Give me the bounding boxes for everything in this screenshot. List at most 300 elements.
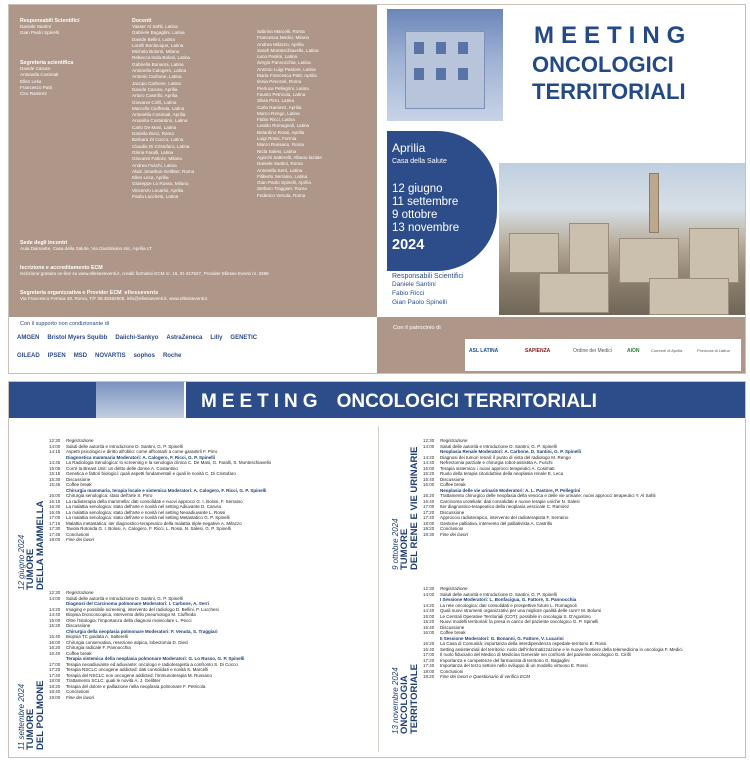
segorg-text: Via Francesco Ferrara 40, Roma, T/F 06.36382906, info@ellesseventi.it, www.ellesseventi.it	[20, 296, 208, 301]
docente-name: Lorelli Bonlacique, Latina	[132, 42, 184, 48]
schedule-time: 16:00	[49, 493, 61, 498]
schedule-text: Oltre l'Istologia: l'importanza della diagnosi molecolare L. Pecci	[66, 617, 192, 623]
city: Aprilia	[392, 141, 426, 155]
schedule-text: Coffee break	[66, 650, 92, 656]
town-photo	[499, 163, 746, 315]
schedule-text: Neoplasia delle vie urinarie Moderatori: A. L. Pastore, P. Pellegrini	[440, 487, 581, 493]
responsabili-name: Daniele Santini	[20, 24, 51, 29]
docente-name: Luca Paolini, Latina	[257, 54, 298, 60]
schedule-time: 18:20	[49, 683, 61, 689]
schedule-time: 16:20	[49, 645, 61, 650]
docente-name: Silvia Pirro, Latina	[257, 98, 295, 104]
docente-name: Antonella Calogero, Latina	[132, 68, 187, 74]
sponsor-logo: NOVARTIS	[95, 353, 126, 359]
day-2-date: 11 settembre 2024	[17, 683, 26, 750]
patrocinio-title: Con il patrocinio di	[393, 325, 441, 331]
title-meeting: MEETING	[534, 22, 693, 49]
schedule-time: 15:15	[49, 471, 61, 476]
docenti-list-1	[132, 24, 252, 200]
segreteria-label: Segreteria scientifica	[20, 60, 74, 66]
schedule-text: Importanza del terzo settore nello sviluppo di un modello virtuoso E. Rossi	[440, 663, 588, 668]
sapienza-logo: SAPIENZA	[525, 348, 551, 354]
iscrizione-text: Iscrizione gratuita on-line su www.ellesseeventi.it, crediti formativi ECM nr. 16, ID 417627, Provider Ellesse Eventi nr. 3386	[20, 271, 269, 276]
schedule-text: Setting assistenziali del territorio: ruolo dell'informatizzazione e le nuove frontiere della telemedicina in oncologia F. Medici	[440, 646, 683, 652]
docente-name: Sarah Monteschiavello, Latina	[257, 47, 319, 53]
sponsor-logos-row-2	[17, 353, 181, 359]
schedule-time: 18:20	[423, 674, 435, 679]
schedule-text: Importanza e competenze del farmacista di territorio G. Bagaglini	[440, 657, 570, 663]
docente-name: Sergio Pannocchia, Latina	[257, 60, 311, 66]
docente-name: Giovanni Cirilli, Latina	[132, 99, 177, 105]
patrocinio-bar	[377, 317, 746, 374]
schedule-time: 17:20	[423, 509, 435, 515]
schedule-text: Chirurgia conservativa, resezione atipica, lobectomia D. Dieci	[66, 639, 189, 645]
schedule-time: 19:00	[49, 694, 61, 700]
sede-text: Aula Diamante, Casa della Salute, Via Giustiniano snc, Aprilia LT	[20, 246, 152, 251]
schedule-time: 14:00	[49, 595, 61, 601]
schedule-text: Terapia del NSCLC non oncogene addicted: l'immunoterapia M. Russano	[66, 672, 212, 678]
responsabili-name: Gian Paolo Spinelli	[20, 30, 59, 36]
cover-responsabili	[392, 273, 502, 307]
schedule-day-4	[423, 586, 683, 680]
schedule-time: 16:30	[49, 504, 61, 509]
docente-name: Gloria Faralli, Latina	[132, 149, 174, 155]
schedule-time: 14:45	[49, 460, 61, 465]
date-3: 9 ottobre	[392, 209, 438, 221]
schedule-time: 15:20	[49, 623, 61, 628]
schedule-text: Chirurgia mammaria, terapia locale e sistemica Moderatori: A. Calogero, F. Ricci, G. P. Spinelli	[66, 487, 267, 493]
schedule-time: 17:20	[423, 657, 435, 663]
schedule-time: 17:00	[423, 504, 435, 509]
column-divider	[378, 426, 379, 752]
schedule-row	[49, 537, 271, 543]
schedule-time: 16:40	[423, 498, 435, 504]
iscrizione-block	[20, 265, 370, 277]
schedule-text: I Sessione Moderatori: L. Bonfacigua, G. Fattore, S. Pannocchia	[440, 597, 577, 602]
schedule-time: 14:40	[49, 612, 61, 617]
schedule-text: Diagnosi dei tumori renali: il punto di vista del radiologo M. Rengo	[440, 454, 571, 460]
sponsor-logo: IPSEN	[47, 353, 66, 359]
sponsor-logo: GILEAD	[17, 353, 40, 359]
schedule-time: 12:30	[49, 590, 61, 595]
docente-name: Marco Russano, Roma	[257, 142, 304, 148]
brochure-front	[8, 4, 746, 374]
docente-name: Giuseppe Lo Russo, Milano	[132, 181, 189, 187]
schedule-time: 18:00	[423, 520, 435, 526]
sponsor-logo: AstraZeneca	[166, 335, 203, 341]
day-1-label	[17, 501, 46, 590]
docente-name: Andrea Milazzo, Aprilia	[257, 41, 304, 47]
title-territoriali: TERRITORIALI	[532, 79, 686, 104]
schedule-time: 18:40	[49, 689, 61, 694]
date-2: 11 settembre	[392, 196, 459, 208]
cover-resp-name-2: Fabio Ricci	[392, 290, 425, 297]
day-4-title-2: TERRITORIALE	[409, 663, 420, 734]
schedule-text: Terapia neoadiuvante ed adiuvante: oncologo e radioterapista a confronto S. Di Cocco	[66, 661, 238, 667]
asl-logo: ASL LATINA	[469, 348, 499, 354]
cover-header	[377, 5, 746, 123]
segreteria-name: Antonella Cosimati	[20, 72, 59, 78]
docente-name: Belardino Rossi, Aprilia	[257, 129, 305, 135]
schedule-text: Saluti delle autorità e Introduzione D. Santini, G. P. Spinelli	[440, 443, 557, 449]
schedule-text: Trattamento SCLC: quali le novità A. J. Gelibter	[66, 678, 161, 683]
schedule-text: La malattia senologica: stato dell'arte e novità nel setting Metastatico G. P. Spinelli	[66, 515, 230, 520]
schedule-time: 14:20	[423, 602, 435, 608]
day-4-label	[391, 664, 420, 734]
day-2-title-1: TUMORE	[25, 708, 36, 750]
title-oncologici: ONCOLOGICI	[532, 52, 674, 77]
docente-name: Carla Ramirez, Aprilia	[257, 104, 302, 110]
segreteria-names	[20, 66, 120, 97]
program-title-meeting: MEETING	[201, 391, 323, 412]
cover-panel	[377, 5, 746, 374]
schedule-text: Coffee break	[440, 630, 466, 635]
docente-name: Arturo Castrillo, Aprilia	[132, 93, 178, 99]
day-4-title-1: ONCOLOGIA	[399, 675, 410, 734]
schedule-time: 17:20	[49, 667, 61, 672]
schedule-time: 16:20	[423, 641, 435, 646]
docente-name: Francesca Medici, Milano	[257, 35, 310, 41]
cover-details	[387, 123, 746, 315]
schedule-time: 17:45	[49, 531, 61, 537]
segreteria-name: Ciro Ramirez	[20, 91, 47, 97]
schedule-text: La radioterapia della mammella: dati consolidati e nuovi approcci G. I. Bolosi, F. Serraino	[66, 498, 243, 504]
program-title	[201, 391, 597, 413]
schedule-text: Registrazione	[440, 586, 468, 591]
schedule-time: 15:40	[423, 624, 435, 630]
segreteria-name: Francesco Patti	[20, 84, 52, 90]
schedule-time: 16:00	[423, 482, 435, 487]
schedule-text: Registrazione	[440, 438, 468, 443]
schedule-time: 18:00	[423, 668, 435, 674]
schedule-time: 15:45	[49, 482, 61, 487]
schedule-text: Fine dei lavori	[66, 694, 95, 700]
docente-name: Ellen Leca, Aprilia	[132, 175, 169, 181]
schedule-time: 16:20	[423, 493, 435, 498]
schedule-text: Carcinoma uroteliale: dati consolidati e nuove terapie uniche N. Salesi	[440, 498, 580, 504]
schedule-text: Registrazione	[66, 590, 94, 595]
segreteria-name: Ellen Leka	[20, 78, 42, 84]
schedule-text: Chirurgia senologica: stato dell'arte S. Pirro	[66, 493, 153, 498]
day-3-label	[391, 447, 420, 570]
schedule-time: 18:30	[423, 531, 435, 537]
schedule-text: Approccio radioterapico, intervento del radioterapista F. Serraino	[440, 515, 569, 520]
schedule-text: Nuovi modelli territoriali: la presa in carico del paziente oncologico G. P. Spinelli	[440, 619, 599, 624]
docente-name: Gabriele Bagaglini, Latina	[132, 30, 185, 36]
responsabili-label: Responsabili Scientifici	[20, 18, 80, 24]
schedule-text: Diagnosi del Carcinoma polmonare Moderatori: I. Carbone, A. Serri	[66, 601, 210, 606]
schedule-text: Iter diagnostico-terapeutico della neoplasia vescicale C. Ramirez	[440, 504, 570, 509]
schedule-time: 12:30	[423, 586, 435, 591]
schedule-text: Discussione	[440, 476, 465, 482]
segreteria-name: Davide Caruso	[20, 66, 51, 71]
schedule-time: 14:40	[423, 608, 435, 613]
date-1: 12 giugno	[392, 183, 443, 195]
schedule-text: Gestione palliativa, intervento del palliativista A. Castrillo	[440, 520, 553, 526]
schedule-text: Ruolo della terapia citoriduttiva della neoplasia renale E. Leca	[440, 471, 564, 476]
schedule-row	[423, 674, 683, 680]
schedule-text: Tavola Rotonda G. I. Bolosi, A. Calogero, F. Ricci, L. Rossi, N. Salesi, G. P. Spinelli	[66, 526, 231, 531]
schedule-text: Le Centrali Operative Territoriali (COT): possibile in oncologia S. D'Agostino	[440, 613, 591, 619]
patrocinio-logos	[465, 339, 741, 371]
docente-name: Davide Caruso, Aprilia	[132, 86, 178, 92]
schedule-text: Biopsia TC guidata A. Salterelli	[66, 634, 128, 639]
responsabili-names	[20, 24, 120, 37]
schedule-text: Biopsia broncoscopica, intervento dello pneumologo M. Ciuffreda	[66, 612, 196, 617]
cover-resp-label: Responsabili Scientifici	[392, 273, 464, 280]
schedule-time: 16:15	[49, 498, 61, 504]
docente-name: Antonella Cosimati, Aprilia	[132, 112, 186, 118]
cover-resp-name-1: Daniele Santini	[392, 281, 436, 288]
schedule-text: Saluti delle autorità e Introduzione D. Santini, G. P. Spinelli	[66, 443, 183, 449]
schedule-time: 14:15	[49, 449, 61, 454]
schedule-text: Imaging e possibile screening, intervento del radiologo D. Bellini, P. Lucchesi	[66, 606, 219, 612]
schedule-text: Terapia del dolore e palliazione nella neoplasia polmonare F. Petricola	[66, 683, 206, 689]
schedule-time: 14:00	[423, 591, 435, 597]
schedule-time: 14:20	[49, 606, 61, 612]
schedule-text: Fine dei lavori	[66, 537, 95, 542]
venue: Casa della Salute	[392, 158, 447, 165]
segorg-label: Segreteria organizzativa e Provider ECM	[20, 290, 122, 296]
schedule-text: Saluti delle autorità e Introduzione D. Santini, G. P. Spinelli	[440, 591, 557, 597]
docente-name: Paola Lucchesi, Latina	[132, 194, 179, 200]
schedule-time: 15:00	[423, 613, 435, 619]
schedule-text: Discussione	[66, 623, 91, 628]
schedule-text: Conclusioni	[66, 689, 90, 694]
sponsors-title: Con il supporto non condizionante di	[20, 321, 109, 327]
schedule-day-3	[423, 438, 656, 537]
comune-logo: Comune di Aprilia	[651, 348, 683, 353]
segreteria-organizzativa-block	[20, 290, 370, 302]
program-title-rest: ONCOLOGICI TERRITORIALI	[336, 391, 597, 412]
schedule-text: Genetica e fattori biologici: quali aspetti fondamentali e quali le novità C. Di Cristofaro	[66, 471, 236, 476]
schedule-text: Trattamento chirurgico delle neoplasia della vescica e delle vie urinarie: nuovi approcci terapeutici Y. Al Sahli	[440, 493, 656, 498]
schedule-time: 15:20	[423, 471, 435, 476]
provincia-logo: Provincia di Latina	[697, 348, 730, 353]
docente-name: Pierluca Pellegrini, Latina	[257, 85, 309, 91]
responsabili-block	[20, 18, 120, 37]
schedule-text: II Sessione Moderatori: G. Bonanni, G. Fattore, V. Lucarini	[440, 635, 564, 641]
segreteria-block	[20, 60, 120, 97]
schedule-time: 16:00	[423, 630, 435, 635]
docente-name: Michela Bolorsi, Milano	[132, 49, 180, 55]
docente-name: Daniela Dieci, Roma	[132, 131, 174, 137]
schedule-text: Terapia NSCLC oncogene addicted: dati consolidati e novità S. Marcelli	[66, 667, 209, 672]
year: 2024	[392, 237, 425, 253]
schedule-time: 17:00	[49, 661, 61, 667]
day-3-title-2: DEL RENE E VIE URINARIE	[409, 446, 420, 570]
day-4-date: 13 novembre 2024	[391, 667, 400, 734]
schedule-text: Registrazione	[66, 438, 94, 443]
sponsor-logo: GENETIC	[230, 335, 258, 341]
schedule-time: 17:40	[423, 515, 435, 520]
aion-logo: AION	[627, 348, 640, 354]
brochure-program	[8, 381, 746, 758]
schedule-text: Discussione	[66, 476, 91, 482]
schedule-time: 14:20	[423, 454, 435, 460]
sponsor-logos-row-1	[17, 335, 257, 341]
schedule-text: Fine dei lavori	[440, 531, 469, 537]
date-4: 13 novembre	[392, 222, 460, 234]
schedule-text: Neoplasia Renale Moderatori: A. Carbone, D. Santini, G. P. Spinelli	[440, 449, 582, 454]
docente-name: Gabriella Bonanni, Latina	[132, 61, 184, 67]
docente-name: Fabio Ricci, Latina	[257, 117, 295, 123]
schedule-time: 17:15	[49, 520, 61, 526]
docente-name: Agiochi Salterelli, Albano laziale	[257, 154, 322, 160]
day-1-date: 12 giugno 2024	[17, 534, 26, 590]
sponsor-logo: sophos	[133, 353, 155, 359]
schedule-time: 17:30	[49, 526, 61, 531]
schedule-text: Saluti delle autorità e Introduzione D. Santini, G. P. Spinelli	[66, 595, 183, 601]
schedule-day-1	[49, 438, 271, 543]
schedule-time: 18:00	[49, 537, 61, 542]
docente-name: Sabrina Marcelli, Roma	[257, 29, 305, 34]
docente-name: Annarita Costantino, Latina	[132, 118, 188, 124]
schedule-text: Chirurgia radicale F. Pannocchia	[66, 645, 131, 650]
day-1-title-1: TUMORE	[25, 548, 36, 590]
docenti-list-2	[257, 29, 372, 199]
schedule-text: Discussione	[440, 509, 465, 515]
docente-name: Filiberto Serraino, Latina	[257, 173, 308, 179]
sponsor-logo: Roche	[162, 353, 182, 359]
schedule-text: Discussione	[440, 624, 465, 630]
docenti-label: Docenti	[132, 18, 152, 24]
schedule-text: Terapia sistemica: i nuovi approcci terapeutici A. Cosimati	[440, 465, 555, 471]
docente-name: Ilenia Pecorari, Roma	[257, 79, 302, 85]
ellesse-brand: ellessevents	[124, 290, 159, 296]
schedule-time: 15:00	[423, 465, 435, 471]
docente-name: Maria Francesca Patti, Aprilia	[257, 73, 317, 79]
schedule-time: 17:00	[49, 515, 61, 520]
sede-block	[20, 240, 360, 252]
schedule-text: Conclusioni	[66, 531, 90, 537]
schedule-time: 12:30	[423, 438, 435, 443]
schedule-text: Quali nuovi strumenti organizzativi per una migliore qualità delle cure? M. Bolorsi	[440, 608, 602, 613]
docente-name: Marcello Ciuffreda, Latina	[132, 105, 185, 111]
date-block	[387, 131, 497, 271]
sede-label: Sede degli incontri	[20, 240, 68, 246]
day-3-date: 9 ottobre 2024	[391, 518, 400, 570]
header-building-image	[96, 382, 186, 418]
schedule-row	[49, 695, 244, 701]
docente-name: Vincenzo Lucarini, Aprilia	[132, 187, 184, 193]
docenti-column-1	[132, 18, 252, 200]
schedule-text: La malattia senologica: stato dell'arte e novità nel setting Neoadiuvante L. Rossi	[66, 509, 226, 515]
schedule-time: 16:40	[423, 646, 435, 652]
sponsor-logo: Lilly	[210, 335, 223, 341]
schedule-text: Coffee break	[440, 482, 466, 487]
docente-name: Daniele Santini, Roma	[257, 161, 303, 167]
schedule-text: Chirurgia della neoplasia polmonare Moderatori: F. Venuta, S. Traggiari	[66, 628, 218, 634]
schedule-text: Diagnostica mammaria Moderatori: A. Calogero, F. Ricci, G. P. Spinelli	[66, 454, 216, 460]
day-3-title-1: TUMORE	[399, 528, 410, 570]
schedule-time: 17:40	[423, 663, 435, 668]
schedule-text: Aspetti psicologici e diritto all'oblio: come affrontarli a come garantirli F. Pirro	[66, 449, 218, 454]
schedule-text: Cos'è la Breast Unit: un diritto delle donne A. Costantino	[66, 465, 178, 471]
docente-name: Alain Jonathan Gelibter, Roma	[132, 168, 195, 174]
schedule-time: 15:20	[423, 619, 435, 624]
schedule-text: Terapia sistemica della neoplasia polmonare Moderatori: G. Lo Russo, G. P. Spinelli	[66, 656, 245, 661]
schedule-time: 15:05	[49, 465, 61, 471]
schedule-time: 14:00	[423, 443, 435, 449]
schedule-text: Il ruolo fiduciario del Medico di Medicina Generale nei confronti del paziente oncologico G. Cirilli	[440, 652, 631, 657]
docente-name: Luigi Rossi, Formia	[257, 136, 297, 142]
docente-name: Barbara Di Cocco, Latina	[132, 137, 184, 143]
schedule-text: La Casa di Comunità: importanza della interdipendenza ospedale-territorio B. Rossi	[440, 641, 607, 646]
schedule-time: 17:00	[423, 652, 435, 657]
faculty-panel	[9, 5, 377, 317]
docente-name: Antonella Serri, Latina	[257, 167, 303, 173]
docente-name: Federico Venuta, Roma	[257, 192, 306, 198]
sponsor-logo: AMGEN	[17, 335, 40, 341]
schedule-time: 18:00	[49, 678, 61, 683]
schedule-time: 17:40	[49, 672, 61, 678]
schedule-text: Conclusioni	[440, 526, 464, 531]
schedule-text: Malattia metastatica: iter diagnostico-terapeutico della malattia triple-negative A. Milazzo	[66, 520, 242, 526]
day-2-title-2: DEL POLMONE	[35, 680, 46, 750]
docente-name: Stefano Traggiari, Roma	[257, 186, 307, 192]
cover-title	[514, 9, 746, 121]
schedule-row	[423, 532, 656, 538]
iscrizione-label: Iscrizione e accreditamento ECM	[20, 265, 103, 271]
ordine-medici-logo: Ordine dei Medici	[573, 348, 612, 354]
docente-name: Nicla Salesi, Latina	[257, 148, 297, 154]
docente-name: Yasser Al Sahli, Latina	[132, 24, 178, 29]
day-1-title-2: DELLA MAMMELLA	[35, 500, 46, 590]
docente-name: Claudio Di Cristofaro, Latina	[132, 143, 190, 149]
schedule-time: 16:00	[49, 639, 61, 645]
building-image	[387, 9, 505, 121]
docente-name: Jacopo Carbone, Latina	[132, 80, 181, 86]
day-2-label	[17, 681, 46, 751]
docente-name: Marco Rengo, Latina	[257, 110, 300, 116]
schedule-time: 15:00	[49, 617, 61, 623]
schedule-time: 16:45	[49, 509, 61, 515]
docente-name: Giovanni Fattore, Milano	[132, 156, 183, 162]
schedule-time: 16:40	[49, 650, 61, 656]
docente-name: Davide Bellini, Latina	[132, 36, 175, 42]
docenti-column-2	[257, 29, 372, 199]
docente-name: Antonio Carbone, Latina	[132, 74, 182, 80]
schedule-text: Nefrectomia parziale e chirurgia robot-assistita A. Fuschi	[440, 460, 553, 465]
docente-name: Gian Paolo Spinelli, Aprilia	[257, 180, 311, 186]
sponsor-logo: Daiichi-Sankyo	[115, 335, 159, 341]
schedule-text: Fine dei lavori e Questionario di verifica ECM	[440, 674, 531, 679]
schedule-time: 12:30	[49, 438, 61, 443]
schedule-text: La Radiologia Senologica: lo screening e la senologia clinica C. De Masi, G. Faralli, S. Monteschiavello	[66, 460, 272, 465]
sponsor-logo: Bristol Myers Squibb	[47, 335, 108, 341]
schedule-time: 15:40	[49, 634, 61, 639]
schedule-time: 14:40	[423, 460, 435, 465]
schedule-time: 15:40	[423, 476, 435, 482]
schedule-text: La malattia senologica: stato dell'arte e novità nel setting Adiuvante D. Caruso	[66, 504, 222, 509]
docente-name: Fausto Petricola, Latina	[257, 91, 306, 97]
docente-name: Lealdo Romagnoli, Latina	[257, 123, 310, 129]
sponsors-panel	[9, 317, 377, 374]
schedule-text: Conclusioni	[440, 668, 464, 674]
sponsor-logo: MSD	[73, 353, 88, 359]
cover-resp-name-3: Gian Paolo Spinelli	[392, 299, 447, 306]
schedule-text: La rete oncologica: dati consolidati e prospettive future L. Romagnoli	[440, 602, 577, 608]
schedule-text: Coffee break	[66, 482, 92, 487]
docente-name: Antonio Luigi Pastore, Latina	[257, 66, 316, 72]
docente-name: Andrea Fuschi, Latina	[132, 162, 177, 168]
docente-name: Carlo De Masi, Latina	[132, 124, 177, 130]
docente-name: Rebecca Isola Bolosi, Latina	[132, 55, 190, 61]
schedule-time: 18:20	[423, 526, 435, 531]
schedule-time: 15:30	[49, 476, 61, 482]
schedule-day-2	[49, 590, 244, 700]
